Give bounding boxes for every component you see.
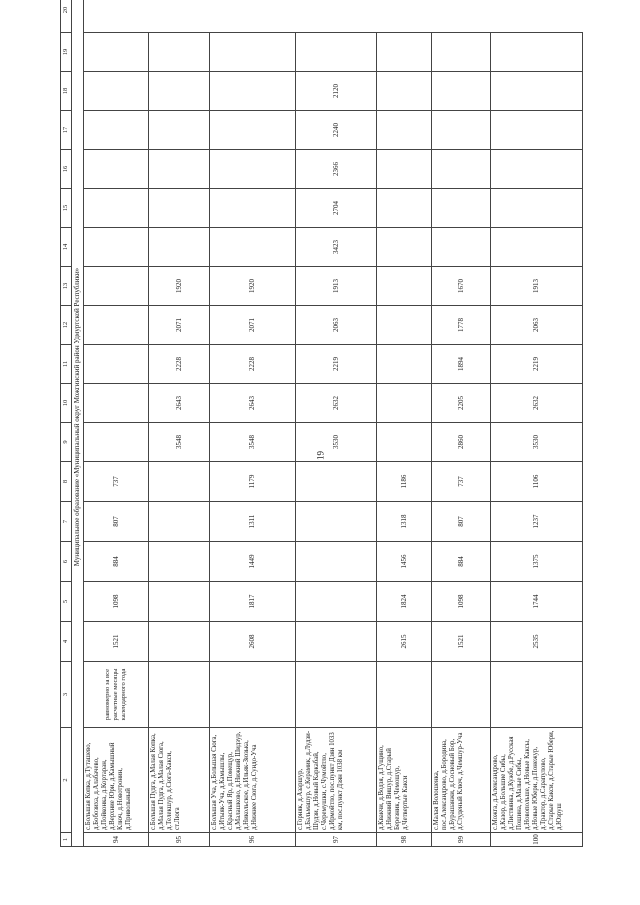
- tariff-value: [296, 582, 377, 622]
- column-number: 17: [61, 111, 72, 150]
- tariff-value: 1913: [296, 267, 377, 306]
- tariff-value: [84, 189, 149, 228]
- tariff-value: [149, 72, 210, 111]
- tariff-value: [491, 33, 583, 72]
- tariff-value: [432, 150, 491, 189]
- column-number: 1: [61, 833, 72, 847]
- tariff-value: [84, 72, 149, 111]
- row-number: 100: [491, 833, 583, 847]
- table-row: [432, 0, 491, 847]
- tariff-value: [377, 345, 432, 384]
- tariff-value: 1311: [210, 502, 296, 542]
- tariff-value: [377, 189, 432, 228]
- tariff-value: 1098: [84, 582, 149, 622]
- settlement-list: д.Квакчи, д.Водзя, д.Гущино, д.Нижний Вишур, д.Старый Березник, д.Чемошур, д.Четвертые Какси: [377, 728, 432, 833]
- tariff-value: 3530: [296, 423, 377, 462]
- tariff-value: [210, 228, 296, 267]
- tariff-value: [84, 384, 149, 423]
- column-number: 8: [61, 462, 72, 502]
- tariff-value: [377, 111, 432, 150]
- tariff-value: [84, 33, 149, 72]
- tariff-value: [149, 622, 210, 662]
- tariff-value: 2120: [296, 72, 377, 111]
- column-number: 14: [61, 228, 72, 267]
- tariff-value: [432, 111, 491, 150]
- table-row: [210, 0, 296, 847]
- tariff-value: [84, 306, 149, 345]
- tariff-value: 1237: [491, 502, 583, 542]
- tariff-value: [377, 72, 432, 111]
- tariff-value: [149, 542, 210, 582]
- tariff-value: 1106: [491, 462, 583, 502]
- tariff-value: 2063: [491, 306, 583, 345]
- tariff-value: [377, 384, 432, 423]
- tariff-value: 2366: [296, 150, 377, 189]
- tariff-value: [84, 228, 149, 267]
- tariff-value: [210, 150, 296, 189]
- tariff-value: [296, 502, 377, 542]
- row-number: 96: [210, 833, 296, 847]
- column-number: 9: [61, 423, 72, 462]
- tariff-table: [60, 0, 583, 847]
- tariff-value: 2632: [491, 384, 583, 423]
- tariff-value: [491, 189, 583, 228]
- tariff-value: 1913: [491, 267, 583, 306]
- tariff-value: [84, 267, 149, 306]
- tariff-value: 3423: [296, 228, 377, 267]
- tariff-value: [491, 72, 583, 111]
- tariff-value: 2228: [210, 345, 296, 384]
- tariff-value: [210, 111, 296, 150]
- tariff-value: 884: [84, 542, 149, 582]
- column-number: 4: [61, 622, 72, 662]
- tariff-value: 2071: [210, 306, 296, 345]
- rotated-table-block: [60, 6, 615, 847]
- tariff-value: [377, 33, 432, 72]
- tariff-value: [210, 189, 296, 228]
- tariff-value: 2071: [149, 306, 210, 345]
- column-number: 13: [61, 267, 72, 306]
- tariff-value: 1824: [377, 582, 432, 622]
- tariff-value: 3548: [210, 423, 296, 462]
- tariff-value: 1670: [432, 267, 491, 306]
- row-number: 97: [296, 833, 377, 847]
- tariff-value: [149, 189, 210, 228]
- accrual-method: [149, 662, 210, 728]
- settlement-list: с.Малая Волошенка, пос.Александрово, д.Бородина, д.Бурашанжи, д.Сосновый Бор, д.Студеный Ключ, д.Чемшур-Уча: [432, 728, 491, 833]
- tariff-value: 2240: [296, 111, 377, 150]
- tariff-value: 884: [432, 542, 491, 582]
- tariff-value: [296, 622, 377, 662]
- settlement-list: с.Большая Пудга, д.Малая Копка, д.Малая Пудга, д.Малая Сюга, д.Телекшур, д.Сюга-Какси, ст.Люга: [149, 728, 210, 833]
- column-number: 7: [61, 502, 72, 542]
- column-number: 3: [61, 662, 72, 728]
- tariff-value: 1920: [210, 267, 296, 306]
- tariff-value: 1920: [149, 267, 210, 306]
- tariff-value: [149, 582, 210, 622]
- tariff-value: 2643: [210, 384, 296, 423]
- tariff-value: [377, 228, 432, 267]
- settlement-list: с.Большая Уча, д.Большая Сюга, д.Итыяк-Уча, д.Камышлы, с.Красный Яр, д.Помещур, д.Малашково, д.Нижний Шидзур, д.Никольское, д.Ильяк-Зюзька, д.Нижнее Сюга, д.Сундо-Уча: [210, 728, 296, 833]
- row-number: 98: [377, 833, 432, 847]
- tariff-value: [84, 423, 149, 462]
- tariff-value: 737: [84, 462, 149, 502]
- column-number-row: [61, 0, 72, 847]
- tariff-value: 1179: [210, 462, 296, 502]
- tariff-value: 1375: [491, 542, 583, 582]
- tariff-value: [149, 228, 210, 267]
- column-number: 2: [61, 728, 72, 833]
- accrual-method: [296, 662, 377, 728]
- tariff-value: [377, 267, 432, 306]
- tariff-value: [296, 462, 377, 502]
- tariff-value: [491, 150, 583, 189]
- tariff-value: 1521: [432, 622, 491, 662]
- tariff-value: [491, 228, 583, 267]
- tariff-value: 1318: [377, 502, 432, 542]
- table-row: [491, 0, 583, 847]
- tariff-value: 807: [432, 502, 491, 542]
- tariff-value: [210, 33, 296, 72]
- tariff-value: [149, 33, 210, 72]
- table-row: [84, 0, 149, 847]
- tariff-value: [210, 72, 296, 111]
- tariff-value: 2219: [491, 345, 583, 384]
- accrual-method: [377, 662, 432, 728]
- accrual-method: равномерно за все расчетные месяцы календарного года: [84, 662, 149, 728]
- tariff-value: 1186: [377, 462, 432, 502]
- tariff-value: [432, 33, 491, 72]
- table-row: [296, 0, 377, 847]
- tariff-value: [84, 150, 149, 189]
- column-number: 15: [61, 189, 72, 228]
- row-number: 94: [84, 833, 149, 847]
- tariff-value: 1817: [210, 582, 296, 622]
- tariff-value: 2615: [377, 622, 432, 662]
- tariff-value: [377, 423, 432, 462]
- column-number: 12: [61, 306, 72, 345]
- tariff-value: 2219: [296, 345, 377, 384]
- tariff-value: [84, 111, 149, 150]
- tariff-value: [432, 228, 491, 267]
- tariff-value: 2608: [210, 622, 296, 662]
- tariff-value: [149, 502, 210, 542]
- tariff-value: [149, 150, 210, 189]
- tariff-value: [432, 72, 491, 111]
- tariff-value: 737: [432, 462, 491, 502]
- column-number: 19: [61, 33, 72, 72]
- page-number: 19: [315, 451, 326, 460]
- tariff-value: 2632: [296, 384, 377, 423]
- row-number: 95: [149, 833, 210, 847]
- tariff-value: 2643: [149, 384, 210, 423]
- column-number: 10: [61, 384, 72, 423]
- column-number: 20: [61, 0, 72, 33]
- row-number: 99: [432, 833, 491, 847]
- tariff-value: 2205: [432, 384, 491, 423]
- column-number: 16: [61, 150, 72, 189]
- accrual-method: [491, 662, 583, 728]
- tariff-value: [296, 33, 377, 72]
- tariff-value: [84, 345, 149, 384]
- accrual-method: [432, 662, 491, 728]
- tariff-value: 2535: [491, 622, 583, 662]
- section-row: [72, 0, 84, 847]
- tariff-value: 807: [84, 502, 149, 542]
- tariff-value: [377, 306, 432, 345]
- tariff-value: [432, 189, 491, 228]
- tariff-value: 1894: [432, 345, 491, 384]
- tariff-value: [491, 111, 583, 150]
- tariff-value: 2704: [296, 189, 377, 228]
- section-title: Муниципальное образование «Муниципальный округ Можгинский район Удмуртской Республики»: [72, 0, 84, 847]
- settlement-list: с.Большая Копка, д.Туташево, д.Бобозиха, д.Алабачево, д.Пойконка, д.Кортаран, д.Верхние Юри, д.Камышный Ключ, д.Новотронин, д.Привольный: [84, 728, 149, 833]
- tariff-value: 2228: [149, 345, 210, 384]
- tariff-value: 1449: [210, 542, 296, 582]
- table-row: [377, 0, 432, 847]
- tariff-value: 1744: [491, 582, 583, 622]
- column-number: 11: [61, 345, 72, 384]
- tariff-value: [149, 462, 210, 502]
- tariff-value: 1098: [432, 582, 491, 622]
- tariff-value: 1456: [377, 542, 432, 582]
- column-number: 5: [61, 582, 72, 622]
- tariff-value: 1778: [432, 306, 491, 345]
- settlement-list: с.Горняк, д.Азаршур, д.Бальмашур, с.Керамик, д.Лудзи-Шудзи, д.Новый Каркабай, с.Черемушки, с.Чумойтло, д.Ирмойтло, пос.пункт Дзян 1033 км, пос.пункт Дзян 1038 км: [296, 728, 377, 833]
- settlement-list: с.Можга, д.Александрово, д.Казор, д.Большие Сибы, д.Листвянка, д.Кужбе, д.Русская Пошина, д.Малые Сибы, д.Новопольше, д.Новые Каксы, д.Новые Юбери, д.Понежур, д.Трактор, д.Сарапулово, д.Старые Какси, д.Старые Юбери, д.Юзруш: [491, 728, 583, 833]
- table-row: [149, 0, 210, 847]
- tariff-value: 2860: [432, 423, 491, 462]
- tariff-value: 2063: [296, 306, 377, 345]
- tariff-value: [377, 150, 432, 189]
- tariff-value: [149, 111, 210, 150]
- tariff-value: 3548: [149, 423, 210, 462]
- accrual-method: [210, 662, 296, 728]
- tariff-value: 1521: [84, 622, 149, 662]
- tariff-value: [296, 542, 377, 582]
- column-number: 6: [61, 542, 72, 582]
- column-number: 18: [61, 72, 72, 111]
- tariff-value: 3530: [491, 423, 583, 462]
